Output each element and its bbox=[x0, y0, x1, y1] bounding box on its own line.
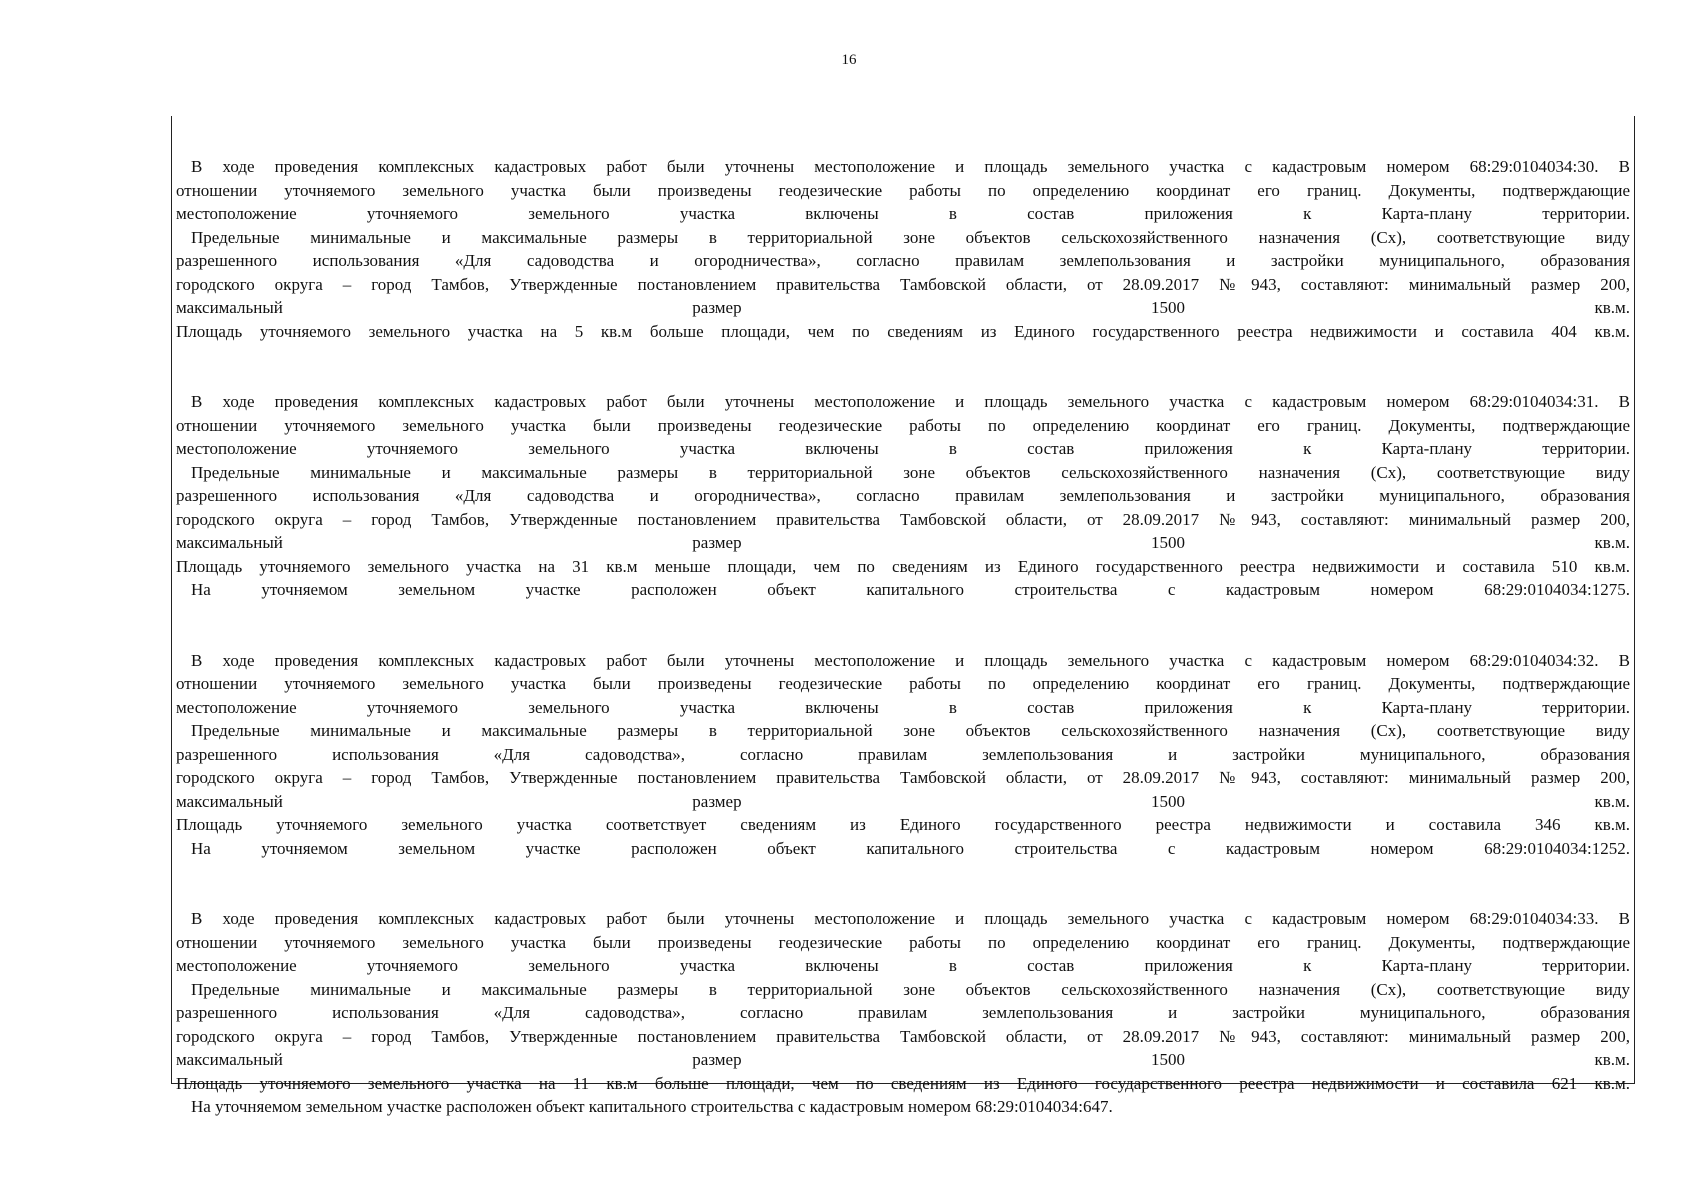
document-body bbox=[176, 155, 1630, 1119]
text-line: Предельные минимальные и максимальные размеры в территориальной зоне объектов сельскохозяйственного назначения (Сх), соответствующие виду bbox=[191, 227, 1630, 247]
text-line: городского округа – город Тамбов, Утвержденные постановлением правительства Тамбовской области, от 28.09.2017 №943, составляют: минимальный размер 200, bbox=[176, 509, 1630, 529]
text-line: максимальный размер 1500 кв.м. bbox=[176, 298, 1630, 317]
text-line: В ходе проведения комплексных кадастровых работ были уточнены местоположение и площадь земельного участка с кадастровым номером 68:29:0104034:30. В bbox=[191, 157, 1630, 176]
text-line: разрешенного использования «Для садоводства», согласно правилам землепользования и застройки муниципального, образования bbox=[176, 1003, 1630, 1022]
text-line: На уточняемом земельном участке расположен объект капитального строительства с кадастровым номером 68:29:0104034:647. bbox=[191, 1097, 1113, 1116]
parcel-block-32 bbox=[176, 649, 1630, 861]
text-line: В ходе проведения комплексных кадастровых работ были уточнены местоположение и площадь земельного участка с кадастровым номером 68:29:0104034:32. В bbox=[191, 650, 1630, 670]
text-line: В ходе проведения комплексных кадастровых работ были уточнены местоположение и площадь земельного участка с кадастровым номером 68:29:0104034:33. В bbox=[191, 909, 1630, 928]
text-line: Предельные минимальные и максимальные размеры в территориальной зоне объектов сельскохозяйственного назначения (Сх), соответствующие виду bbox=[191, 721, 1630, 740]
text-line: местоположение уточняемого земельного участка включены в состав приложения к Карта-плану территории. bbox=[176, 697, 1630, 717]
text-line: разрешенного использования «Для садоводства и огородничества», согласно правилам землепользования и застройки муниципального, образования bbox=[176, 251, 1630, 270]
text-line: Площадь уточняемого земельного участка на 5 кв.м больше площади, чем по сведениям из Единого государственного реестра недвижимости и составила 404 кв.м. bbox=[176, 321, 1630, 341]
text-line: разрешенного использования «Для садоводства», согласно правилам землепользования и застройки муниципального, образования bbox=[176, 744, 1630, 764]
text-line: В ходе проведения комплексных кадастровых работ были уточнены местоположение и площадь земельного участка с кадастровым номером 68:29:0104034:31. В bbox=[191, 392, 1630, 411]
text-line: городского округа – город Тамбов, Утвержденные постановлением правительства Тамбовской области, от 28.09.2017 №943, составляют: минимальный размер 200, bbox=[176, 768, 1630, 787]
text-line: отношении уточняемого земельного участка были произведены геодезические работы по определению координат его границ. Документы, подтверждающие bbox=[176, 932, 1630, 952]
text-line: Площадь уточняемого земельного участка на 11 кв.м больше площади, чем по сведениям из Единого государственного реестра недвижимости и составила 621 кв.м. bbox=[176, 1073, 1630, 1093]
text-line: местоположение уточняемого земельного участка включены в состав приложения к Карта-плану территории. bbox=[176, 439, 1630, 458]
text-line: местоположение уточняемого земельного участка включены в состав приложения к Карта-плану территории. bbox=[176, 956, 1630, 975]
text-line: Площадь уточняемого земельного участка соответствует сведениям из Единого государственного реестра недвижимости и составила 346 кв.м. bbox=[176, 815, 1630, 834]
text-line: максимальный размер 1500 кв.м. bbox=[176, 533, 1630, 552]
text-line: Площадь уточняемого земельного участка на 31 кв.м меньше площади, чем по сведениям из Единого государственного реестра недвижимости и составила 510 кв.м. bbox=[176, 556, 1630, 576]
parcel-block-31 bbox=[176, 390, 1630, 602]
text-line: местоположение уточняемого земельного участка включены в состав приложения к Карта-плану территории. bbox=[176, 204, 1630, 223]
text-line: разрешенного использования «Для садоводства и огородничества», согласно правилам землепользования и застройки муниципального, образования bbox=[176, 486, 1630, 505]
text-line: Предельные минимальные и максимальные размеры в территориальной зоне объектов сельскохозяйственного назначения (Сх), соответствующие виду bbox=[191, 462, 1630, 482]
parcel-block-30 bbox=[176, 155, 1630, 343]
parcel-block-33 bbox=[176, 907, 1630, 1119]
text-line: отношении уточняемого земельного участка были произведены геодезические работы по определению координат его границ. Документы, подтверждающие bbox=[176, 180, 1630, 200]
content-frame bbox=[171, 116, 1635, 1116]
text-line: максимальный размер 1500 кв.м. bbox=[176, 1050, 1630, 1069]
text-line: городского округа – город Тамбов, Утвержденные постановлением правительства Тамбовской области, от 28.09.2017 №943, составляют: минимальный размер 200, bbox=[176, 274, 1630, 294]
text-line: отношении уточняемого земельного участка были произведены геодезические работы по определению координат его границ. Документы, подтверждающие bbox=[176, 415, 1630, 435]
text-line: Предельные минимальные и максимальные размеры в территориальной зоне объектов сельскохозяйственного назначения (Сх), соответствующие виду bbox=[191, 979, 1630, 999]
text-line: отношении уточняемого земельного участка были произведены геодезические работы по определению координат его границ. Документы, подтверждающие bbox=[176, 674, 1630, 693]
text-line: На уточняемом земельном участке расположен объект капитального строительства с кадастровым номером 68:29:0104034:1252. bbox=[191, 838, 1630, 858]
page-number: 16 bbox=[841, 52, 857, 68]
text-line: максимальный размер 1500 кв.м. bbox=[176, 791, 1630, 811]
text-line: городского округа – город Тамбов, Утвержденные постановлением правительства Тамбовской области, от 28.09.2017 №943, составляют: минимальный размер 200, bbox=[176, 1026, 1630, 1046]
text-line: На уточняемом земельном участке расположен объект капитального строительства с кадастровым номером 68:29:0104034:1275. bbox=[191, 580, 1630, 599]
